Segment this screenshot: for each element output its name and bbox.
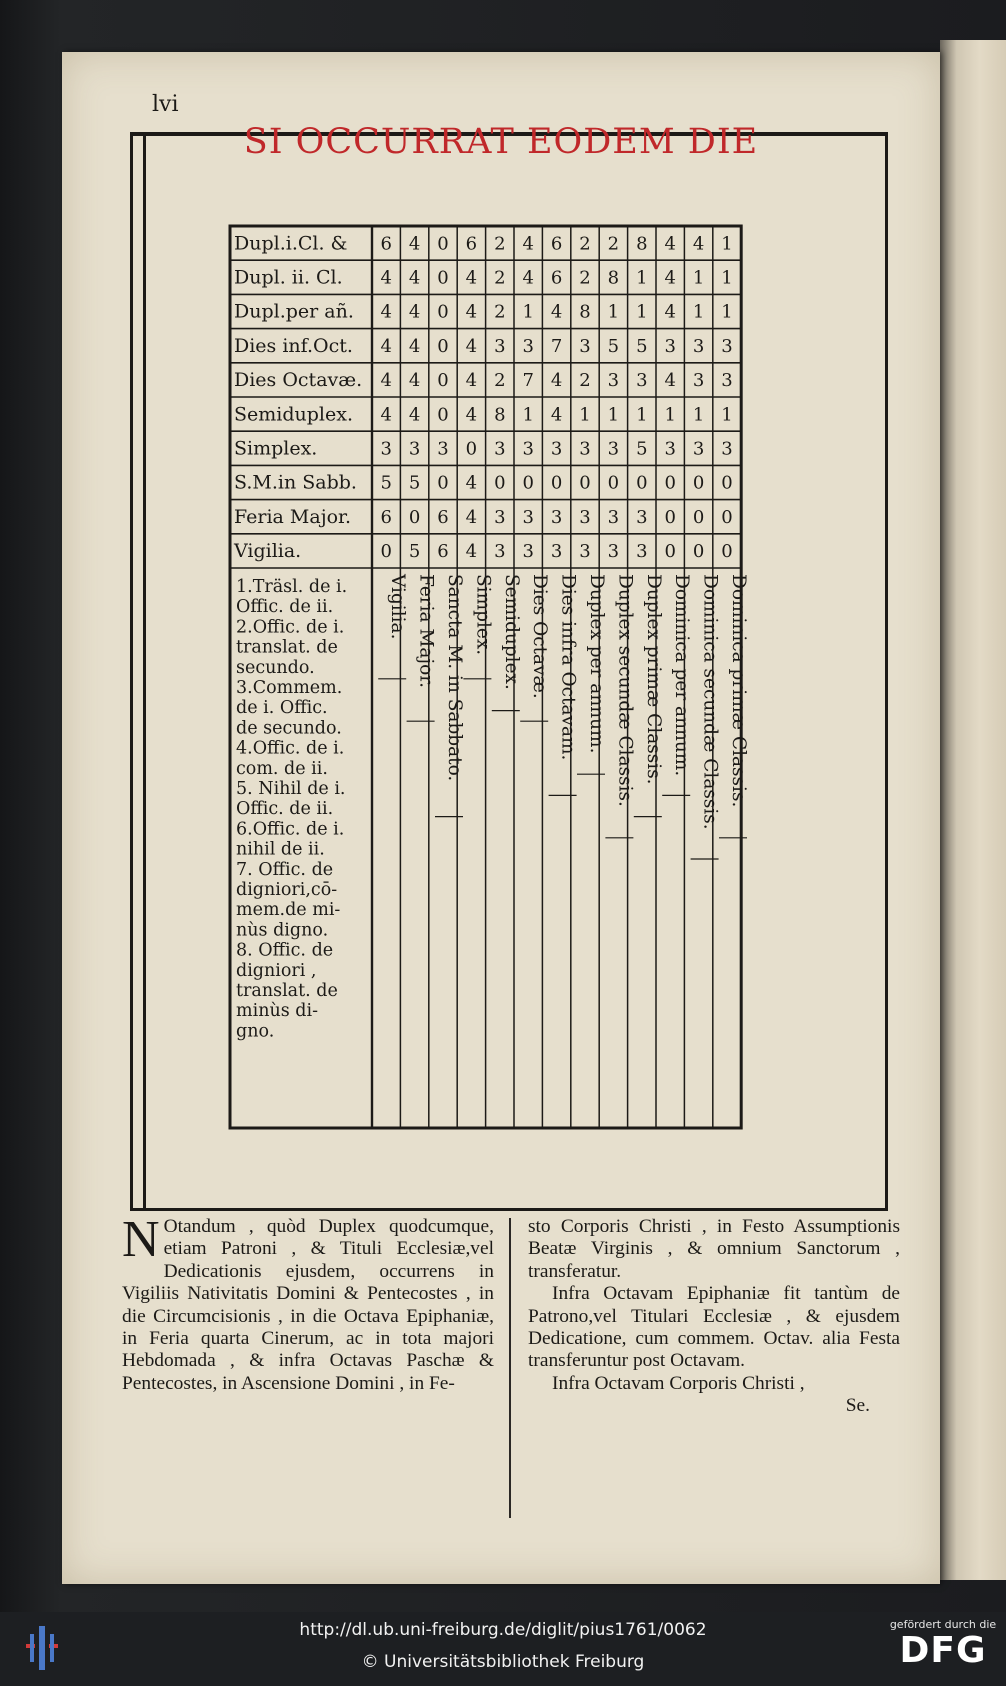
- table-cell: 3: [579, 506, 591, 528]
- table-cell: 3: [692, 335, 705, 357]
- table-cell: 1: [579, 404, 591, 426]
- legend-line: gno.: [236, 1021, 275, 1042]
- legend-line: Offic. de ii.: [236, 799, 334, 820]
- table-cell: 4: [380, 404, 392, 426]
- table-cell: 4: [408, 370, 421, 392]
- legend-line: minùs di-: [236, 1001, 318, 1022]
- source-url-link[interactable]: http://dl.ub.uni-freiburg.de/diglit/pius1761/0062: [299, 1620, 707, 1640]
- table-cell: 4: [664, 267, 676, 289]
- table-cell: 0: [408, 506, 421, 528]
- book-page: [62, 52, 940, 1584]
- table-cell: 6: [380, 233, 392, 255]
- column-header: Dies Octavæ.: [529, 574, 551, 699]
- legend-line: 3.Commem.: [236, 678, 343, 698]
- table-cell: 5: [636, 438, 648, 460]
- row-label: Simplex.: [234, 437, 318, 460]
- table-cell: 3: [494, 335, 506, 357]
- table-cell: 8: [607, 267, 620, 289]
- table-cell: 8: [494, 404, 506, 426]
- column-header: Duplex primæ Classis.: [642, 574, 664, 785]
- table-cell: 5: [380, 472, 392, 494]
- row-label: Dies inf.Oct.: [234, 334, 353, 357]
- legend-line: de secundo.: [236, 718, 342, 739]
- table-cell: 3: [692, 438, 705, 460]
- table-cell: 1: [721, 267, 733, 289]
- note-paragraph: Otandum , quòd Duplex quodcumque, etiam Patroni , & Tituli Ecclesiæ,vel Dedicationis ejusdem, occurrens in Vigiliis Nativitatis Domini & Pentecostes , in die Circumcisionis , in die Octava Epiphaniæ, in Feria quarta Cinerum, ac in tota majori Hebdomada , & infra Octavas Paschæ & Pentecostes, in Ascensione Domini , in Fe-: [122, 1216, 494, 1394]
- table-cell: 4: [408, 404, 421, 426]
- table-cell: 1: [636, 267, 648, 289]
- table-cell: 0: [721, 541, 733, 563]
- legend-line: 5. Nihil de i.: [236, 779, 346, 799]
- table-cell: 3: [607, 370, 620, 392]
- table-cell: 3: [522, 335, 534, 357]
- note-paragraph: Infra Octavam Epiphaniæ fit tantùm de Patrono,vel Titulari Ecclesiæ , & ejusdem Dedicatione, cum commem. Octav. alia Festa transferuntur post Octavam.: [528, 1283, 900, 1372]
- table-cell: 0: [437, 335, 449, 357]
- table-cell: 0: [494, 472, 506, 494]
- drop-cap: N: [122, 1211, 160, 1268]
- table-cell: 6: [380, 506, 392, 528]
- table-cell: 6: [437, 506, 449, 528]
- table-cell: 4: [465, 267, 478, 289]
- table-cell: 4: [380, 301, 392, 323]
- legend-line: 4.Offic. de i.: [236, 738, 345, 759]
- table-cell: 3: [550, 506, 563, 528]
- table-cell: 0: [437, 370, 449, 392]
- table-cell: 3: [607, 438, 620, 460]
- table-cell: 3: [636, 370, 648, 392]
- legend-line: secundo.: [236, 657, 315, 678]
- table-cell: 0: [664, 541, 676, 563]
- table-cell: 4: [550, 404, 563, 426]
- table-cell: 2: [579, 233, 591, 255]
- legend-line: nihil de ii.: [236, 839, 325, 860]
- row-label: Dupl.per añ.: [234, 300, 354, 323]
- table-cell: 2: [494, 233, 506, 255]
- table-cell: 3: [579, 438, 591, 460]
- table-cell: 1: [692, 404, 705, 426]
- legend-line: digniori ,: [236, 960, 317, 981]
- table-cell: 4: [380, 370, 392, 392]
- table-cell: 4: [664, 370, 676, 392]
- table-cell: 3: [607, 541, 620, 563]
- dfg-logo-text: DFG: [899, 1630, 987, 1671]
- table-cell: 1: [636, 404, 648, 426]
- table-cell: 0: [692, 506, 705, 528]
- row-label: Vigilia.: [234, 540, 302, 563]
- table-cell: 6: [465, 233, 478, 255]
- table-cell: 1: [522, 404, 534, 426]
- legend-line: de i. Offic.: [236, 698, 328, 719]
- table-cell: 0: [721, 472, 733, 494]
- table-cell: 3: [550, 438, 563, 460]
- table-cell: 4: [408, 335, 421, 357]
- table-cell: 3: [522, 541, 534, 563]
- table-cell: 3: [380, 438, 392, 460]
- table-cell: 0: [692, 541, 705, 563]
- column-header: Sancta M. in Sabbato.: [444, 574, 465, 782]
- row-label: Dupl. ii. Cl.: [234, 266, 343, 289]
- column-header: Dominica primæ Classis.: [728, 574, 749, 808]
- table-cell: 2: [494, 267, 506, 289]
- table-cell: 5: [408, 541, 421, 563]
- legend-line: Offic. de ii.: [236, 597, 334, 618]
- table-cell: 6: [437, 541, 449, 563]
- table-cell: 0: [692, 472, 705, 494]
- row-label: Dupl.i.Cl. &: [234, 232, 348, 255]
- legend-line: translat. de: [236, 637, 338, 658]
- table-cell: 8: [579, 301, 591, 323]
- table-cell: 4: [380, 335, 392, 357]
- adjacent-page-edge: [940, 40, 1006, 1580]
- table-cell: 4: [380, 267, 392, 289]
- column-header: Vigilia.: [387, 574, 409, 640]
- table-cell: 3: [607, 506, 620, 528]
- row-label: S.M.in Sabb.: [234, 471, 357, 494]
- table-cell: 0: [437, 267, 449, 289]
- row-label: Dies Octavæ.: [234, 369, 363, 392]
- table-cell: 2: [494, 301, 506, 323]
- table-cell: 3: [664, 438, 676, 460]
- legend-line: com. de ii.: [236, 758, 328, 779]
- table-cell: 4: [408, 301, 421, 323]
- table-cell: 4: [692, 233, 705, 255]
- copyright-text: © Universitätsbibliothek Freiburg: [361, 1652, 645, 1672]
- notes-right-column: [528, 1216, 900, 1418]
- column-header: Semiduplex.: [500, 574, 522, 690]
- table-cell: 1: [607, 301, 620, 323]
- table-cell: 0: [437, 472, 449, 494]
- table-cell: 4: [550, 301, 563, 323]
- legend-line: nùs digno.: [236, 920, 329, 941]
- table-cell: 0: [664, 506, 676, 528]
- page-number: lvi: [152, 92, 179, 117]
- table-cell: 2: [607, 233, 620, 255]
- table-cell: 4: [522, 267, 534, 289]
- table-cell: 4: [664, 233, 676, 255]
- column-header: Duplex secundæ Classis.: [614, 574, 636, 807]
- table-cell: 4: [465, 335, 478, 357]
- table-cell: 0: [437, 301, 449, 323]
- legend-line: 7. Offic. de: [236, 859, 334, 880]
- table-cell: 7: [550, 335, 563, 357]
- table-cell: 4: [465, 472, 478, 494]
- column-divider: [509, 1218, 511, 1518]
- table-cell: 1: [692, 267, 705, 289]
- table-cell: 2: [494, 370, 506, 392]
- table-cell: 0: [664, 472, 676, 494]
- table-cell: 4: [465, 301, 478, 323]
- dfg-logo: [888, 1618, 998, 1682]
- note-paragraph: Infra Octavam Corporis Christi ,: [552, 1372, 805, 1394]
- table-cell: 1: [721, 404, 733, 426]
- dfg-caption: gefördert durch die: [889, 1618, 997, 1631]
- table-cell: 4: [465, 370, 478, 392]
- table-cell: 3: [437, 438, 449, 460]
- table-cell: 2: [579, 267, 591, 289]
- table-cell: 0: [437, 233, 449, 255]
- legend-line: digniori,cō-: [236, 880, 338, 900]
- column-header: Dominica per annum.: [671, 574, 693, 777]
- table-cell: 3: [636, 541, 648, 563]
- table-cell: 0: [550, 472, 563, 494]
- table-cell: 5: [636, 335, 648, 357]
- table-cell: 0: [522, 472, 534, 494]
- legend-line: 2.Offic. de i.: [236, 617, 345, 638]
- catchword: Se.: [845, 1395, 870, 1417]
- legend-line: 1.Träsl. de i.: [236, 577, 348, 597]
- column-header: Dominica secundæ Classis.: [699, 574, 721, 830]
- table-cell: 3: [664, 335, 676, 357]
- table-cell: 1: [636, 301, 648, 323]
- table-cell: 6: [550, 233, 563, 255]
- note-paragraph: sto Corporis Christi , in Festo Assumptionis Beatæ Virginis , & omnium Sanctorum , transferatur.: [528, 1216, 900, 1282]
- table-cell: 3: [494, 506, 506, 528]
- table-cell: 1: [664, 404, 676, 426]
- table-cell: 3: [721, 335, 733, 357]
- column-header: Feria Major.: [415, 574, 437, 688]
- table-cell: 4: [408, 233, 421, 255]
- table-cell: 3: [550, 541, 563, 563]
- row-label: Feria Major.: [234, 505, 352, 528]
- notes-section: [122, 1211, 900, 1536]
- table-cell: 1: [692, 301, 705, 323]
- table-cell: 3: [721, 370, 733, 392]
- legend-line: mem.de mi-: [236, 900, 341, 921]
- legend-line: 6.Offic. de i.: [236, 819, 345, 840]
- table-cell: 3: [579, 335, 591, 357]
- row-label: Semiduplex.: [234, 403, 353, 426]
- page-title: SI OCCURRAT EODEM DIE: [243, 122, 759, 162]
- table-cell: 1: [607, 404, 620, 426]
- table-cell: 4: [522, 233, 534, 255]
- table-cell: 3: [721, 438, 733, 460]
- table-cell: 5: [408, 472, 421, 494]
- table-cell: 7: [522, 370, 534, 392]
- legend-line: translat. de: [236, 981, 338, 1001]
- table-cell: 5: [607, 335, 620, 357]
- table-cell: 0: [437, 404, 449, 426]
- table-cell: 8: [636, 233, 648, 255]
- table-cell: 0: [607, 472, 620, 494]
- table-cell: 3: [522, 506, 534, 528]
- table-cell: 0: [721, 506, 733, 528]
- table-cell: 3: [494, 438, 506, 460]
- legend-line: 8. Offic. de: [236, 940, 334, 961]
- column-header: Simplex.: [472, 574, 494, 656]
- table-cell: 4: [465, 404, 478, 426]
- table-cell: 0: [380, 541, 392, 563]
- table-cell: 0: [579, 472, 591, 494]
- table-cell: 3: [522, 438, 534, 460]
- column-header: Duplex per annum.: [586, 574, 607, 754]
- table-cell: 1: [721, 233, 733, 255]
- viewer-footer: [0, 1612, 1006, 1686]
- table-cell: 4: [408, 267, 421, 289]
- table-cell: 6: [550, 267, 563, 289]
- table-cell: 0: [465, 438, 478, 460]
- table-cell: 3: [636, 506, 648, 528]
- notes-left-column: [122, 1211, 494, 1395]
- table-cell: 1: [721, 301, 733, 323]
- table-cell: 3: [692, 370, 705, 392]
- table-cell: 2: [579, 370, 591, 392]
- table-cell: 3: [408, 438, 421, 460]
- table-cell: 3: [494, 541, 506, 563]
- table-cell: 1: [522, 301, 534, 323]
- table-cell: 0: [636, 472, 648, 494]
- column-header: Dies infra Octavam.: [557, 574, 579, 761]
- table-cell: 4: [664, 301, 676, 323]
- table-cell: 3: [579, 541, 591, 563]
- occurrence-table: [62, 52, 940, 1212]
- table-cell: 4: [465, 506, 478, 528]
- table-cell: 4: [465, 541, 478, 563]
- table-cell: 4: [550, 370, 563, 392]
